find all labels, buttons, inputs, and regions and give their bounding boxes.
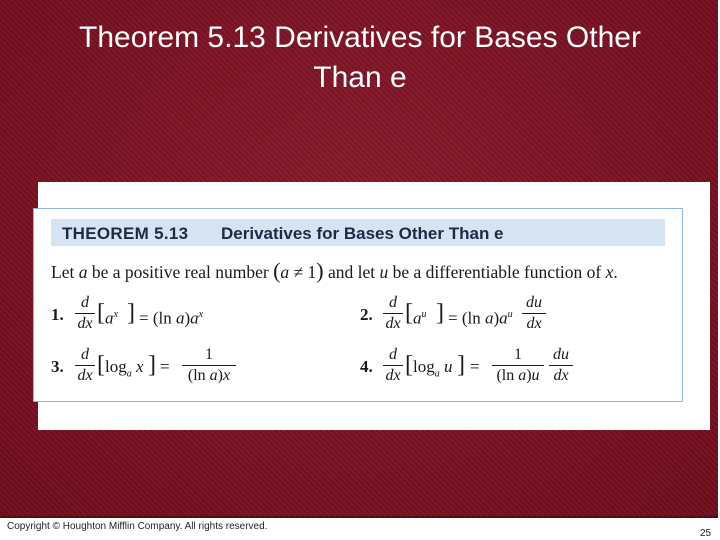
formula-4-body: $\log_a u$ [413,357,453,380]
formula-2-body: $a^u$ [413,308,427,328]
bracket-close: ] [148,352,156,378]
d-dx-fraction: d dx [75,294,95,333]
formula-3-body: $\log_a x$ [105,357,144,380]
d-dx-fraction: d dx [75,346,95,385]
slide-title-line1: Theorem 5.13 Derivatives for Bases Other [79,21,641,54]
slide-title [20,18,700,98]
reciprocal-fraction: 1 (ln a)x [182,346,236,385]
formula-2-rhs: = (ln $a)a^u$ [448,308,513,328]
formula-1-body: $a^x$ [105,308,118,328]
bracket-close: ] [436,300,444,326]
du-dx-fraction: du dx [522,294,546,333]
equals: = [160,357,170,376]
du-dx-fraction: du dx [549,346,573,385]
item-number-4: 4. [360,357,373,376]
copyright-notice: Copyright © Houghton Mifflin Company. All rights reserved. [7,521,268,532]
theorem-statement: Let a be a positive real number (a ≠ 1) and let u be a differentiable function of x. [51,258,618,283]
bracket-close: ] [457,352,465,378]
page-number: 25 [700,528,712,539]
d-dx-fraction: d dx [383,294,403,333]
bracket-open: [ [97,352,105,378]
item-number-1: 1. [51,305,64,324]
slide-title-line2: Than e [313,61,407,94]
bracket-close: ] [127,300,135,326]
reciprocal-fraction: 1 (ln a)u [492,346,544,385]
bracket-open: [ [97,300,105,326]
theorem-number: THEOREM 5.13 [62,224,189,243]
bracket-open: [ [405,300,413,326]
d-dx-fraction: d dx [383,346,403,385]
bracket-open: [ [405,352,413,378]
formula-1-rhs: = (ln $a)a^x$ [139,308,204,328]
equals: = [470,357,480,376]
item-number-2: 2. [360,305,373,324]
theorem-name: Derivatives for Bases Other Than e [221,224,504,243]
item-number-3: 3. [51,357,64,376]
